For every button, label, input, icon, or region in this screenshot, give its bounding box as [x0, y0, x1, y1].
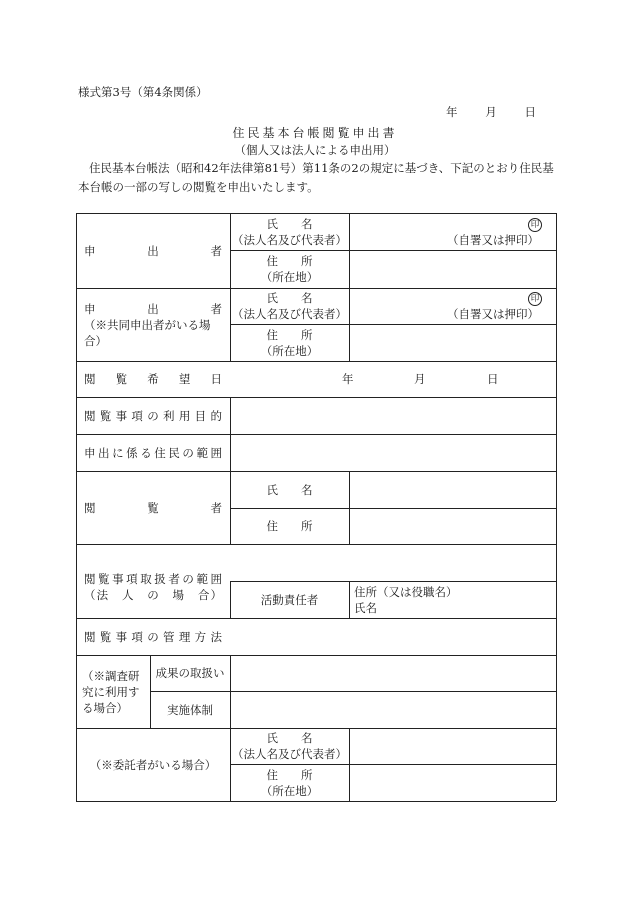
purpose-label: 閲覧事項の利用目的 [84, 408, 222, 423]
desired-date-field[interactable] [230, 361, 556, 397]
co-applicant-name-field[interactable] [349, 288, 556, 324]
results-handling-label: 成果の取扱い [155, 666, 225, 680]
results-handling-field[interactable] [230, 655, 556, 691]
date-month: 月 [485, 105, 497, 119]
viewer-label: 閲 覧 者 [84, 500, 222, 515]
co-applicant-address-label: 住 所 （所在地） [260, 327, 319, 358]
viewer-address-label: 住 所 [266, 519, 313, 533]
delegator-name-label: 氏 名 （法人名及び代表者） [232, 731, 347, 761]
applicant-name-field[interactable] [349, 213, 556, 250]
desired-date-day: 日 [487, 372, 499, 386]
co-applicant-address-field[interactable] [349, 324, 556, 361]
seal-mark-icon: 印 [528, 218, 542, 232]
viewer-address-field[interactable] [349, 508, 556, 544]
implementation-system-field[interactable] [230, 691, 556, 728]
applicant-address-field[interactable] [349, 250, 556, 288]
delegator-name-field[interactable] [349, 728, 556, 764]
date-day: 日 [524, 105, 536, 119]
responsible-address-label: 住所（又は役職名） [354, 584, 458, 599]
seal-mark-icon: 印 [528, 292, 542, 306]
handlers-scope-field[interactable] [230, 544, 556, 581]
body-paragraph: 住民基本台帳法（昭和42年法律第81号）第11条の2の規定に基づき、下記のとおり住民基本台帳の一部の写しの閲覧を申出いたします。 [78, 161, 554, 194]
implementation-system-label: 実施体制 [167, 702, 213, 717]
handlers-label: 閲覧事項取扱者の範囲 （法 人 の 場 合） [84, 572, 222, 602]
applicant-address-label: 住 所 （所在地） [260, 254, 319, 284]
viewer-name-field[interactable] [349, 471, 556, 508]
applicant-label: 申 出 者 [84, 243, 222, 258]
management-label: 閲覧事項の管理方法 [84, 629, 222, 644]
delegator-address-field[interactable] [349, 764, 556, 801]
scope-label: 申出に係る住民の範囲 [84, 445, 222, 460]
form-number: 様式第3号（第4条関係） [78, 85, 208, 99]
desired-date-month: 月 [414, 372, 426, 386]
management-field[interactable] [230, 618, 556, 655]
delegator-address-label: 住 所 （所在地） [260, 767, 319, 798]
applicant-name-label: 氏 名 （法人名及び代表者） [232, 216, 347, 247]
document-subtitle: （個人又は法人による申出用） [234, 143, 396, 157]
date-year: 年 [446, 105, 458, 119]
responsible-name-label: 氏名 [354, 600, 377, 615]
signature-note: （自署又は押印） [447, 307, 539, 321]
co-applicant-name-label: 氏 名 （法人名及び代表者） [232, 291, 347, 321]
co-applicant-label: 申 出 者 （※共同申出者がいる場合） [84, 301, 222, 348]
application-date [446, 104, 536, 120]
application-form-table [76, 213, 556, 801]
purpose-field[interactable] [230, 397, 556, 434]
responsible-person-label: 活動責任者 [260, 592, 319, 607]
desired-date-label: 閲覧希望日 [84, 372, 222, 386]
research-label: （※調査研 究に利用す る場合） [82, 668, 140, 715]
scope-field[interactable] [230, 434, 556, 471]
signature-note: （自署又は押印） [447, 233, 539, 247]
responsible-person-field[interactable] [349, 581, 556, 618]
desired-date-year: 年 [342, 372, 354, 386]
document-title: 住民基本台帳閲覧申出書 [232, 126, 398, 140]
viewer-name-label: 氏 名 [266, 482, 313, 497]
delegator-label: （※委託者がいる場合） [89, 757, 217, 772]
